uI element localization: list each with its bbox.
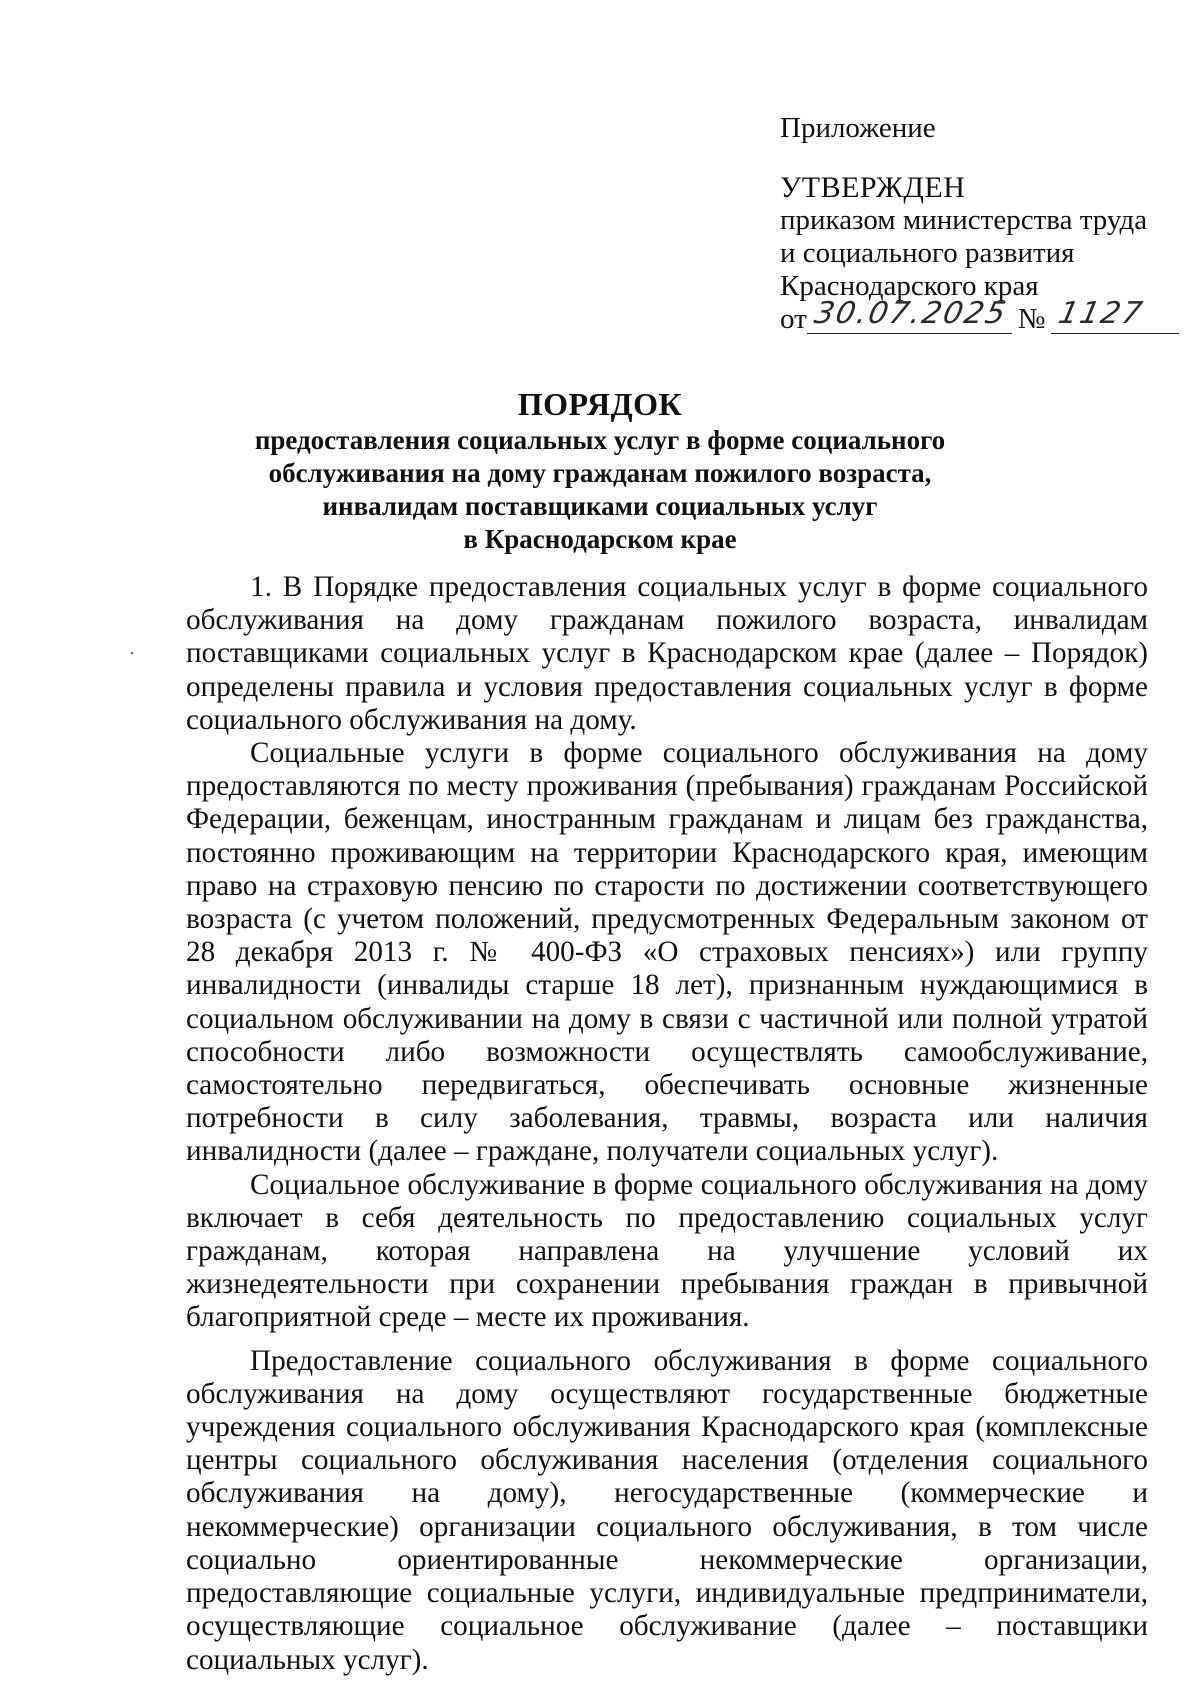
document-title: ПОРЯДОК	[517, 386, 683, 422]
number-sign: №	[1017, 303, 1046, 335]
subtitle-line-4: в Краснодарском крае	[463, 524, 737, 554]
order-date-number-line	[780, 296, 1180, 339]
appendix-label: Приложение	[780, 112, 936, 144]
approval-line-1: приказом министерства труда	[780, 204, 1148, 236]
spacer	[780, 145, 1180, 171]
document-heading	[160, 384, 1040, 556]
handwritten-number: 1127	[1055, 296, 1148, 331]
approval-line-2: и социального развития	[780, 237, 1075, 269]
date-prefix: от	[780, 303, 807, 335]
paragraph-3: Социальное обслуживание в форме социального обслуживания на дому включает в себя деятельность по предоставлению социальных услуг гражданам, которая направлена на улучшение условий их жизнедеятельности при сохранении пребывания граждан в привычной благоприятной среде – месте их проживания.	[186, 1168, 1148, 1334]
paragraph-2: Социальные услуги в форме социального обслуживания на дому предоставляются по месту проживания (пребывания) гражданам Российской Федерации, беженцам, иностранным гражданам и лицам без гражданства, постоянно проживающим на территории Краснодарского края, имеющим право на страховую пенсию по старости по достижении соответствующего возраста (с учетом положений, предусмотренных Федеральным законом от 28 декабря 2013 г. № 400-ФЗ «О страховых пенсиях») или группу инвалидности (инвалиды старше 18 лет), признанным нуждающимися в социальном обслуживании на дому в связи с частичной или полной утратой способности либо возможности осуществлять самообслуживание, самостоятельно передвигаться, обеспечивать основные жизненные потребности в силу заболевания, травмы, возраста или наличия инвалидности (далее – граждане, получатели социальных услуг).	[186, 737, 1148, 1168]
paragraph-4: Предоставление социального обслуживания в форме социального обслуживания на дому осуществляют государственные бюджетные учреждения социального обслуживания Краснодарского края (комплексные центры социального обслуживания населения (отделения социального обслуживания на дому), негосударственные (коммерческие и некоммерческие) организации социального обслуживания, в том числе социально ориентированные некоммерческие организации, предоставляющие социальные услуги, индивидуальные предприниматели, осуществляющие социальное обслуживание (далее – поставщики социальных услуг).	[186, 1344, 1148, 1676]
approved-stamp-text: УТВЕРЖДЕН	[780, 171, 966, 204]
approval-line-3: Краснодарского края	[780, 270, 1039, 302]
paragraph-1: 1. В Порядке предоставления социальных услуг в форме социального обслуживания на дому гражданам пожилого возраста, инвалидам поставщиками социальных услуг в Краснодарском крае (далее – Порядок) определены правила и условия предоставления социальных услуг в форме социального обслуживания на дому.	[186, 571, 1148, 736]
scan-speck	[131, 652, 133, 654]
subtitle-line-3: инвалидам поставщиками социальных услуг	[322, 491, 878, 521]
document-body	[186, 571, 1148, 1677]
subtitle-line-2: обслуживания на дому гражданам пожилого возраста,	[268, 458, 932, 488]
number-field	[1051, 296, 1179, 334]
approval-block	[780, 112, 1180, 339]
subtitle-line-1: предоставления социальных услуг в форме социального	[254, 425, 946, 455]
date-field	[807, 296, 1012, 334]
handwritten-date: 30.07.2025	[811, 296, 1011, 331]
